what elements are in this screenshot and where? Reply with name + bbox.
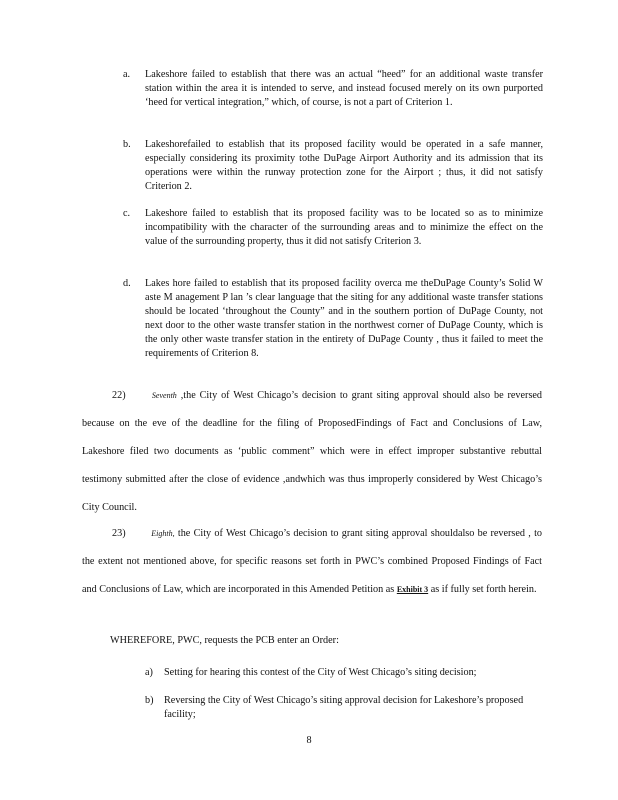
subitem-text: Lakeshore failed to establish that its proposed facility was to be located so as to minimize incompatibility with the character of the surrounding areas and to minimize the effect on the value of the surrounding property, thus it did not satisfy Criterion 3.: [145, 208, 543, 247]
paragraph-label: Eighth,: [151, 529, 175, 538]
exhibit-reference: Exhibit 3: [396, 585, 429, 594]
subitem-text: Lakeshore failed to establish that there was an actual “heed” for an additional waste transfer station within the area it is intended to serve, and instead focused merely on its own purported ‘heed for vertical integration,” which, of course, is not a part of Criterion 1.: [145, 69, 543, 108]
paragraph-text-end: as if fully set forth herein.: [430, 584, 537, 595]
paragraph-number: 22): [112, 390, 126, 401]
subitem-b: [123, 138, 543, 194]
paragraph-number: 23): [112, 528, 126, 539]
subitem-c: [123, 207, 543, 249]
relief-text: Reversing the City of West Chicago’s siting approval decision for Lakeshore’s proposed facility;: [164, 695, 524, 720]
subitem-d: [123, 277, 543, 361]
subitem-marker: d.: [123, 278, 131, 289]
page-number: 8: [306, 735, 312, 746]
paragraph-text: the City of West Chicago’s decision to grant siting approval shouldalso be reversed , to the extent not mentioned above, for specific reasons set forth in PWC’s combined Proposed Findings of Fact and Conclusions of Law, which are incorporated in this Amended Petition as: [82, 528, 542, 595]
relief-marker: b): [145, 695, 154, 706]
subitem-marker: b.: [123, 139, 131, 150]
relief-marker: a): [145, 667, 153, 678]
subitem-text: Lakes hore failed to establish that its proposed facility overca me theDuPage County’s Solid W aste M anagement P lan ’s clear language that the siting for any additional waste transfer stations should be located ‘throughout the County” and in the southern portion of DuPage County, not next door to the other waste transfer station in the northwest corner of DuPage County, which is the only other waste transfer station in the entirety of DuPage County , thus it failed to meet the requirements of Criterion 8.: [145, 278, 543, 359]
subitem-marker: c.: [123, 208, 131, 219]
wherefore-clause: WHEREFORE, PWC, requests the PCB enter an Order:: [110, 635, 339, 646]
subitem-text: Lakeshorefailed to establish that its proposed facility would be operated in a safe manner, especially considering its proximity tothe DuPage Airport Authority and its admission that its operations were within the runway protection zone for the Airport ; thus, it did not satisfy Criterion 2.: [145, 139, 543, 192]
paragraph-text: ,the City of West Chicago’s decision to grant siting approval should also be reversed because on the eve of the deadline for the filing of ProposedFindings of Fact and Conclusions of Law, Lakeshore filed two documents as ‘public comment” which were in effect improper substantive rebuttal testimony submitted after the close of evidence ,andwhich was thus improperly considered by West Chicago’s City Council.: [82, 390, 543, 513]
paragraph-23: [82, 520, 542, 604]
paragraph-22: [82, 382, 542, 522]
relief-item-b: [145, 694, 540, 722]
subitem-marker: a.: [123, 69, 131, 80]
relief-item-a: [145, 666, 540, 680]
relief-text: Setting for hearing this contest of the City of West Chicago’s siting decision;: [164, 667, 477, 678]
subitem-a: [123, 68, 543, 110]
paragraph-label: Seventh: [151, 391, 177, 400]
